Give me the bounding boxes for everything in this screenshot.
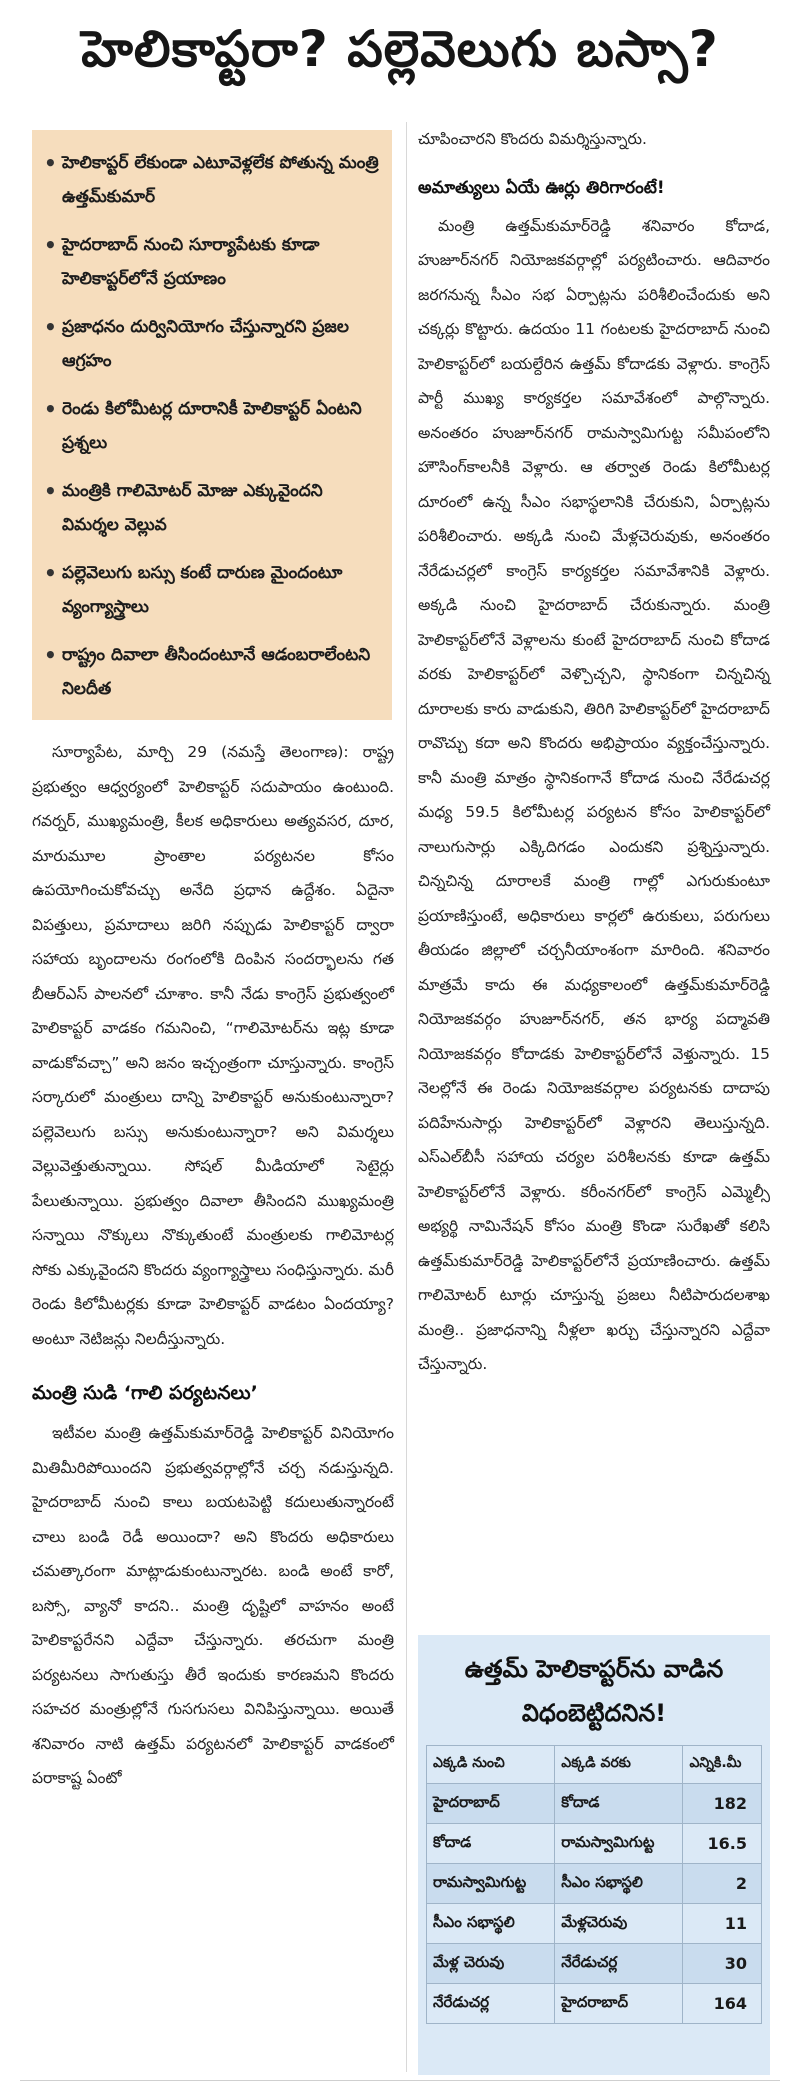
table-header: ఎక్కడి నుంచి [427,1746,555,1784]
bullet-icon: • [44,479,57,503]
table-cell-to: రామస్వామిగుట్ట [555,1824,683,1864]
table-cell-from: మేళ్ల చెరువు [427,1944,555,1984]
table-row [427,1864,762,1904]
table-header: ఎక్కడి వరకు [555,1746,683,1784]
table-header: ఎన్నికి.మీ [683,1746,762,1784]
table-cell-km: 11 [683,1904,762,1944]
table-cell-to: మేళ్లచెరువు [555,1904,683,1944]
highlight-item [44,392,382,460]
highlight-text: పల్లెవెలుగు బస్సు కంటే దారుణ మైందంటూ వ్యంగ్యాస్త్రాలు [62,563,343,617]
table-cell-from: రామస్వామిగుట్ట [427,1864,555,1904]
table-cell-km: 30 [683,1944,762,1984]
article-paragraph: ఇటీవల మంత్రి ఉత్తమ్‌కుమార్‌రెడ్డి హెలికాప్టర్ వినియోగం మితిమీరిపోయిందని ప్రభుత్వవర్గాల్లోనే చర్చ నడుస్తున్నది. హైదరాబాద్ నుంచి కాలు బయటపెట్టి కదులుతున్నారంటే చాలు బండి రెడీ అయిందా? అని కొందరు అధికారులు చమత్కారంగా మాట్లాడుకుంటున్నారట. బండి అంటే కారో, బస్సో, వ్యానో కాదని.. మంత్రి దృష్టిలో వాహనం అంటే హెలికాప్టరేనని ఎద్దేవా చేస్తున్నారు. తరచుగా మంత్రి పర్యటనలు సాగుతుస్తు తీరే ఇందుకు కారణమని కొందరు సహచర మంత్రుల్లోనే గుసగుసలు వినిపిస్తున్నాయి. అయితే శనివారం నాటి ఉత్తమ్ పర్యటనలో హెలికాప్టర్ వాడకంలో పరాకాష్ట ఏంటో [32,1424,394,1787]
table-cell-to: సీఎం సభాస్థలి [555,1864,683,1904]
highlight-text: రాష్ట్రం దివాలా తీసిందంటూనే ఆడంబరాలేంటని నిలదీత [62,645,371,699]
distance-table [426,1745,762,2024]
article-paragraph: చూపించారని కొందరు విమర్శిస్తున్నారు. [418,130,647,148]
infobox-title: ఉత్తమ్ హెలికాప్టర్‌ను వాడిన విధంబెట్టిదనిన! [464,1655,724,1727]
table-row [427,1944,762,1984]
table-cell-to: కోదాడ [555,1784,683,1824]
highlight-text: రెండు కిలోమీటర్ల దూరానికీ హెలికాప్టర్ ఏంటని ప్రశ్నలు [62,399,362,453]
highlight-item [44,310,382,378]
highlight-text: హెలికాప్టర్ లేకుండా ఎటూవెళ్లలేక పోతున్న మంత్రి ఉత్తమ్‌కుమార్ [62,153,379,207]
table-cell-from: కోదాడ [427,1824,555,1864]
highlight-text: ప్రజాధనం దుర్వినియోగం చేస్తున్నారని ప్రజల ఆగ్రహం [62,317,349,371]
article-paragraph: సూర్యాపేట, మార్చి 29 (నమస్తే తెలంగాణ): రాష్ట్ర ప్రభుత్వం ఆధ్వర్యంలో హెలికాప్టర్ సదుపాయం ఉంటుంది. గవర్నర్, ముఖ్యమంత్రి, కీలక అధికారులు అత్యవసర, దూర, మారుమూల ప్రాంతాల పర్యటనల కోసం ఉపయోగించుకోవచ్చు అనేది ప్రధాన ఉద్దేశం. ఏదైనా విపత్తులు, ప్రమాదాలు జరిగి నప్పుడు హెలికాప్టర్ ద్వారా సహాయ బృందాలను రంగంలోకి దింపిన సందర్భాలను గత బీఆర్ఎస్ పాలనలో చూశాం. కానీ నేడు కాంగ్రెస్ ప్రభుత్వంలో హెలికాప్టర్ వాడకం గమనించి, “గాలిమోటర్‌ను ఇట్ల కూడా వాడుకోవచ్చా” అని జనం ఇచ్చంత్రంగా చూస్తున్నారు. కాంగ్రెస్ సర్కారులో మంత్రులు దాన్ని హెలికాప్టర్ అనుకుంటున్నారా? పల్లెవెలుగు బస్సు అనుకుంటున్నారా? అని విమర్శలు వెల్లువెత్తుతున్నాయి. సోషల్ మీడియాలో సెటైర్లు పేలుతున్నాయి. ప్రభుత్వం దివాలా తీసిందని ముఖ్యమంత్రి సన్నాయి నొక్కులు నొక్కుతుంటే మంత్రులకు గాలిమోటర్ల సోకు ఎక్కువైందని కొందరు వ్యంగ్యాస్త్రాలు సంధిస్తున్నారు. మరీ రెండు కిలోమీటర్లకు కూడా హెలికాప్టర్ వాడటం ఏందయ్యా? అంటూ నెటిజన్లు నిలదీస్తున్నారు. [32,743,394,1348]
highlight-text: హైదరాబాద్ నుంచి సూర్యాపేటకు కూడా హెలికాప్టర్‌లోనే ప్రయాణం [62,235,320,289]
section-subhead: మంత్రి సుడి ‘గాలి పర్యటనలు’ [32,1382,258,1404]
table-cell-from: హైదరాబాద్ [427,1784,555,1824]
table-cell-from: సీఎం సభాస్థలి [427,1904,555,1944]
highlight-item [44,556,382,624]
table-cell-from: నేరేడుచర్ల [427,1984,555,2024]
highlights-box [32,130,392,720]
bullet-icon: • [44,643,57,667]
table-cell-km: 2 [683,1864,762,1904]
table-row [427,1784,762,1824]
table-cell-km: 16.5 [683,1824,762,1864]
table-row [427,1984,762,2024]
bullet-icon: • [44,151,57,175]
article-left-column [32,735,394,1796]
column-divider [406,122,407,2072]
bottom-divider [20,2080,780,2081]
bullet-icon: • [44,315,57,339]
highlight-item [44,228,382,296]
highlight-text: మంత్రికి గాలిమోటర్ మోజు ఎక్కువైందని విమర్శల వెల్లువ [62,481,323,535]
highlight-item [44,146,382,214]
article-paragraph: మంత్రి ఉత్తమ్‌కుమార్‌రెడ్డి శనివారం కోదాడ, హుజూర్‌నగర్ నియోజకవర్గాల్లో పర్యటించారు. ఆదివారం జరగనున్న సీఎం సభ ఏర్పాట్లను పరిశీలించేందుకు అని చక్కర్లు కొట్టారు. ఉదయం 11 గంటలకు హైదరాబాద్ నుంచి హెలికాప్టర్‌లో బయల్దేరిన ఉత్తమ్ కోదాడకు వెళ్లారు. కాంగ్రెస్ పార్టీ ముఖ్య కార్యకర్తల సమావేశంలో పాల్గొన్నారు. అనంతరం హుజూర్‌నగర్ రామస్వామిగుట్ట సమీపంలోని హౌసింగ్‌కాలనీకి వెళ్లారు. ఆ తర్వాత రెండు కిలోమీటర్ల దూరంలో ఉన్న సీఎం సభాస్థలానికి చేరుకుని, ఏర్పాట్లను పరిశీలించారు. అక్కడి నుంచి మేళ్లచెరువుకు, అనంతరం నేరేడుచర్లలో కాంగ్రెస్ కార్యకర్తల సమావేశానికి వెళ్లారు. అక్కడి నుంచి హైదరాబాద్ చేరుకున్నారు. మంత్రి హెలికాప్టర్‌లోనే వెళ్లాలను కుంటే హైదరాబాద్ నుంచి కోదాడ వరకు హెలికాప్టర్‌లో వెళ్చొచ్చని, స్థానికంగా చిన్నచిన్న దూరాలకు కారు వాడుకుని, తిరిగి హెలికాప్టర్‌లో హైదరాబాద్ రావొచ్చు కదా అని కొందరు అభిప్రాయం వ్యక్తంచేస్తున్నారు. కానీ మంత్రి మాత్రం స్థానికంగానే కోదాడ నుంచి నేరేడుచర్ల మధ్య 59.5 కిలోమీటర్ల పర్యటన కోసం హెలికాప్టర్‌లో నాలుగుసార్లు ఎక్కిదిగడం ఎందుకని ప్రశ్నిస్తున్నారు. చిన్నచిన్న దూరాలకే మంత్రి గాల్లో ఎగురుకుంటూ ప్రయాణిస్తుంటే, అధికారులు కార్లలో ఉరుకులు, పరుగులు తీయడం జిల్లాలో చర్చనీయాంశంగా మారింది. శనివారం మాత్రమే కాదు ఈ మధ్యకాలంలో ఉత్తమ్‌కుమార్‌రెడ్డి నియోజకవర్గం హుజూర్‌నగర్, తన భార్య పద్మావతి నియోజకవర్గం కోదాడకు హెలికాప్టర్‌లోనే వెళ్తున్నారు. 15 నెలల్లోనే ఈ రెండు నియోజకవర్గాల పర్యటనకు దాదాపు పదిహేనుసార్లు హెలికాప్టర్‌లో వెళ్లారని తెలుస్తున్నది. ఎస్‌ఎల్‌బీసీ సహాయ చర్యల పరిశీలనకు కూడా ఉత్తమ్ హెలికాప్టర్‌లోనే వెళ్లారు. కరీంనగర్‌లో కాంగ్రెస్ ఎమ్మెల్సీ అభ్యర్థి నామినేషన్ కోసం మంత్రి కొండా సురేఖతో కలిసి ఉత్తమ్‌కుమార్‌రెడ్డి హెలికాప్టర్‌లోనే ప్రయాణించారు. ఉత్తమ్ గాలిమోటర్ టూర్లు చూస్తున్న ప్రజలు నీటిపారుదలశాఖ మంత్రి.. ప్రజాధనాన్ని నీళ్లలా ఖర్చు చేస్తున్నారని ఎద్దేవా చేస్తున్నారు. [418,216,770,1373]
table-row [427,1904,762,1944]
headline: హెలికాప్టరా? పల్లెవెలుగు బస్సా? [81,19,719,78]
section-subhead: అమాత్యులు ఏయే ఊర్లు తిరిగారంటే! [418,177,665,198]
highlight-item [44,474,382,542]
table-cell-km: 164 [683,1984,762,2024]
bullet-icon: • [44,561,57,585]
bullet-icon: • [44,233,57,257]
table-cell-to: నేరేడుచర్ల [555,1944,683,1984]
bullet-icon: • [44,397,57,421]
highlight-item [44,638,382,706]
table-cell-to: హైదరాబాద్ [555,1984,683,2024]
table-header-row [427,1746,762,1784]
table-row [427,1824,762,1864]
table-cell-km: 182 [683,1784,762,1824]
article-right-column [418,122,770,1382]
distance-infobox [418,1635,770,2075]
